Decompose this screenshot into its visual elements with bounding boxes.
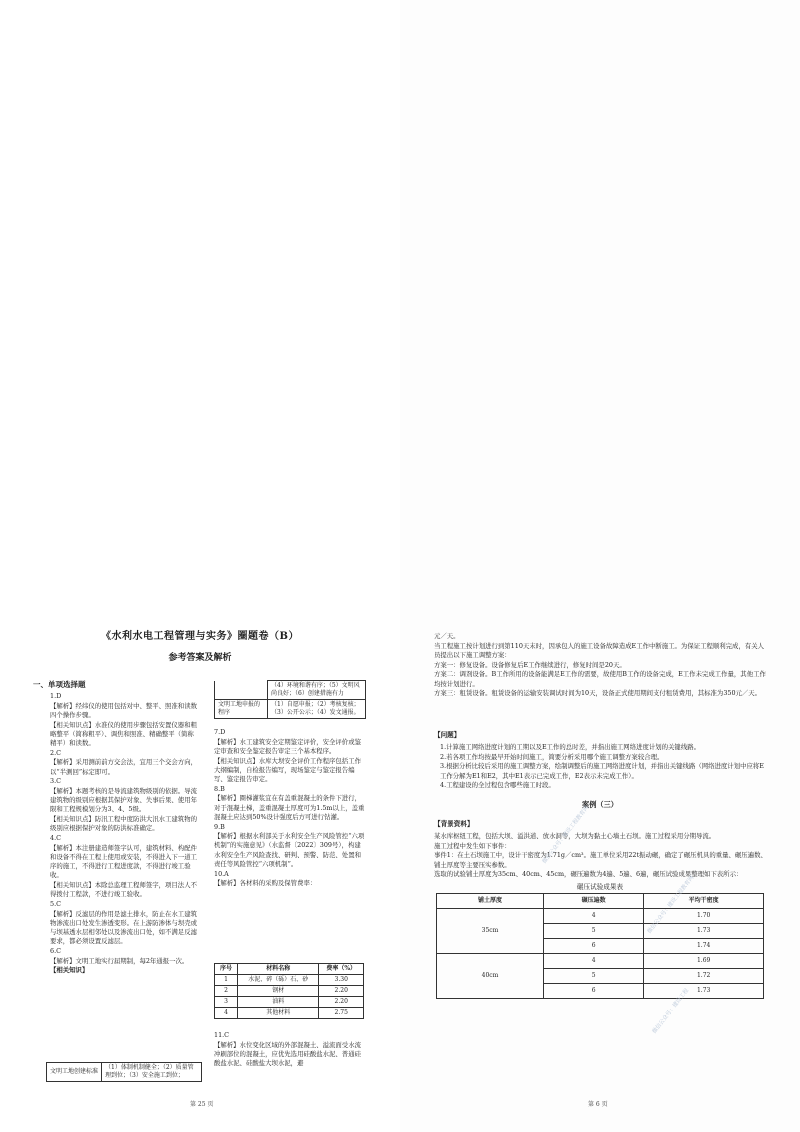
- page-number: 第 25 页: [190, 1101, 214, 1108]
- table-cell: 水泥、碎（砾）石、砂: [238, 975, 319, 986]
- civilized-site-table: [46, 1062, 202, 1082]
- paragraph: 1.D: [50, 692, 62, 700]
- paragraph: 【解析】反滤层的作用是滤土排水，防止在水工建筑物渗流出口处发生渗透变形。在上游防渗体与坝壳或与坝基透水层相邻处以及渗流出口处，如不满足反滤要求，都必须设置反滤层。: [50, 909, 197, 946]
- table-header: 费率（%）: [319, 964, 364, 975]
- table-cell: 1.74: [644, 939, 764, 954]
- table-cell: （1）体制机制健全；（2）质量管理到位；（3）安全施工到位；: [102, 1063, 202, 1082]
- table-cell: 2.75: [319, 1008, 364, 1019]
- questions-list: [440, 743, 766, 791]
- table-cell: 文明工地创建标准: [47, 1063, 102, 1082]
- paragraph: 1.计算施工网络进度计划的工期以及E工作的总时差，并指出施工网络进度计划的关键线路。: [440, 743, 700, 751]
- table-cell: （1）自愿申报；（2）考核复核；（3）公开公示；（4）发文通报。: [268, 700, 366, 719]
- civilized-site-table-continued: [214, 680, 366, 719]
- case-title: 案例（三）: [582, 800, 618, 809]
- paragraph: 10.A: [214, 869, 229, 878]
- table-row: [215, 997, 364, 1008]
- paragraph: 9.B: [214, 822, 225, 831]
- table-cell: 4: [544, 954, 644, 969]
- table-row: [215, 1008, 364, 1019]
- right-column: [214, 728, 366, 889]
- paragraph: 【解析】本注册建造师签字认可，建筑材料、构配件和设备不得在工程上使用或安装，不得进入下一道工序的施工，不得进行工程进度款，不得进行竣工验收。: [50, 843, 197, 880]
- table-cell: 1.69: [644, 954, 764, 969]
- table-header: 材料名称: [238, 964, 319, 975]
- paragraph: 施工过程中发生如下事件：: [434, 841, 511, 850]
- paragraph: 4.工程建设的全过程包含哪些施工时段。: [440, 781, 555, 790]
- paragraph: 【解析】文明工地实行届期制，每2年通报一次。: [50, 956, 189, 965]
- section-heading: 一、单项选择题: [33, 680, 86, 689]
- table-cell: 5: [544, 969, 644, 984]
- paragraph: 3.C: [50, 777, 61, 786]
- answer-subtitle: 参考答案及解析: [168, 653, 232, 663]
- paragraph: 【相关知识点】水准仪的使用步骤包括安置仪器和粗略整平（简称粗平）、调焦和照准、精确整平（简称精平）和读数。: [50, 720, 197, 748]
- paragraph: 【解析】经纬仪的使用包括对中、整平、照准和读数四个操作步骤。: [50, 701, 197, 719]
- table-cell: 钢材: [238, 986, 319, 997]
- table-row: [215, 986, 364, 997]
- paragraph: 【相关知识】: [50, 966, 89, 975]
- table-cell: 40cm: [437, 954, 544, 999]
- background-header: 【背景资料】: [434, 820, 474, 828]
- paragraph: 【解析】水位变化区域的外部混凝土、溢流面受水流冲刷部位的混凝土，应优先选用硅酸盐水泥、普通硅酸盐水泥、硅酸盐大坝水泥，避: [214, 1040, 361, 1068]
- paragraph: 事件1：在土石坝施工中，设计干密度为1.71g／cm³。施工单位采用22t振动碾，确定了碾压机具的重量、碾压遍数、铺土厚度等主要压实参数。: [434, 851, 767, 869]
- paragraph: 【相关知识点】防汛工程中度防洪大汛水工建筑物的级别应根据保护对象的防洪标准确定。: [50, 815, 197, 833]
- table-row: [437, 954, 764, 969]
- paragraph: 8.B: [214, 784, 225, 793]
- watermark: 微信公众号：建设工程: [651, 987, 691, 1035]
- table-cell: 文明工地申报的程序: [215, 700, 268, 719]
- table-cell: 4: [215, 1008, 238, 1019]
- watermark: 微信公众号：建设工程教育网: [646, 874, 696, 935]
- table-cell: 1.72: [644, 969, 764, 984]
- table-cell: 1.73: [644, 924, 764, 939]
- table-cell: 2: [215, 986, 238, 997]
- paragraph: 方案一：修复设备。设备修复后E工作继续进行，修复时间是20天。: [434, 660, 626, 669]
- paragraph: 当工程施工按计划进行到第110天末时，因承包人的施工设备故障造成E工作中断施工。为保证工程顺利完成，有关人员提出以下施工调整方案：: [434, 641, 765, 659]
- table-cell: 35cm: [437, 909, 544, 954]
- paragraph: 方案三：租赁设备。租赁设备的运输安装调试时间为10天，设备正式使用期间支付租赁费用，其标准为350元／天。: [434, 689, 762, 698]
- paragraph: 【解析】圈梯灌浆宜在有盖重混凝土的条件下进行，对于混凝土梯，盖重混凝土厚度可为1.5m以上，盖重混凝土应达到50%设计强度后方可进行钻灌。: [214, 794, 365, 821]
- paragraph: 7.D: [214, 728, 226, 736]
- table-row: [437, 909, 764, 924]
- paragraph: 【相关知识点】本除总监理工程师签字，项目法人不得拨付工程款，不进行竣工验收。: [50, 881, 197, 899]
- table-cell: 其他材料: [238, 1008, 319, 1019]
- paragraph: 【解析】水工建筑安全定期鉴定评价，安全评价或鉴定审查和安全鉴定报告审定三个基本程序。: [214, 737, 361, 755]
- table-cell: 1.73: [644, 984, 764, 999]
- table-cell: （4）环境和谐有序；（5）文明风尚良好；（6）创建措施有力: [268, 681, 366, 700]
- paragraph: 【解析】本题考核的是导流建筑物级别的依据。导流建筑物的级别应根据其保护对象、失事后果、使用年限和工程规模划分为3、4、5级。: [50, 787, 197, 814]
- paragraph: 【解析】采用测前前方交会法，宜用三个交会方向，以“半测回”标定即可。: [50, 758, 197, 776]
- table-cell: 2.20: [319, 986, 364, 997]
- table-cell: 1.70: [644, 909, 764, 924]
- table-header: 平均干密度: [644, 894, 764, 909]
- paragraph: 5.C: [50, 899, 61, 908]
- paragraph: 【解析】各材料的采购及保管费率：: [214, 879, 317, 888]
- paragraph: 2.若各项工作均按最早开始时间施工，简要分析采用哪个施工调整方案较合理。: [440, 752, 664, 761]
- table-cell: 1: [215, 975, 238, 986]
- table-header: 铺土厚度: [437, 894, 544, 909]
- table-cell: 6: [544, 984, 644, 999]
- answer-title: 《水利水电工程管理与实务》圈题卷（B）: [101, 631, 299, 642]
- table-cell: 油料: [238, 997, 319, 1008]
- table-cell: 3.30: [319, 975, 364, 986]
- table-row: [215, 975, 364, 986]
- material-rates-table: [214, 963, 364, 1019]
- left-column: [50, 692, 200, 976]
- paragraph: 4.C: [50, 834, 61, 843]
- paragraph: 选取的试验铺土厚度为35cm、40cm、45cm，碾压遍数为4遍、5遍、6遍，碾压试验成果整理如下表所示：: [434, 870, 743, 879]
- page-number: 第 6 页: [588, 1101, 608, 1108]
- watermark: 微信公众号：建设工程教育网: [541, 804, 591, 865]
- paragraph: 【相关知识点】水库大坝安全评价工作程序包括工作大纲编制，自检报告编写，现场鉴定与鉴定报告编写、鉴定报告审定。: [214, 756, 361, 784]
- paragraph: 【解析】根据水利部关于水利安全生产风险管控“六项机制”的实施意见》（水监督〔2022〕309号），构建水利安全生产风险查找、研判、预警、防范、处置和责任等风险管控“六项机制”。: [214, 832, 365, 868]
- table-header: 序号: [215, 964, 238, 975]
- paragraph: 11.C: [214, 1031, 230, 1039]
- compaction-results-table: [436, 893, 764, 999]
- paragraph: 2.C: [50, 748, 61, 757]
- paragraph: 方案二：调剂设备。B工作所用的设备能满足E工作的需要，故使用B工作的设备完成，E工作未完成工作量，其他工作均按计划进行。: [434, 670, 766, 688]
- right-page: [400, 0, 800, 1132]
- right-column-continued: [214, 1031, 366, 1069]
- background-text: [434, 832, 768, 880]
- table-cell: 3: [215, 997, 238, 1008]
- table-title: 碾压试验成果表: [576, 883, 624, 891]
- table-cell: 2.20: [319, 997, 364, 1008]
- paragraph: 3.根据分析比较后采用的施工调整方案，绘制调整后的施工网络进度计划，并指出关键线路（网络进度计划中应将E工作分解为E1和E2，其中E1表示已完成工作，E2表示未完成工作）。: [440, 762, 764, 780]
- paragraph: 某水库枢纽工程，包括大坝、溢洪道、放水洞等，大坝为黏土心墙土石坝。施工过程采用分期导流。: [434, 832, 716, 840]
- case-text: [434, 632, 768, 699]
- paragraph: 6.C: [50, 946, 61, 955]
- table-cell: 4: [544, 909, 644, 924]
- question-header: 【问题】: [434, 731, 461, 739]
- table-header: 碾压遍数: [544, 894, 644, 909]
- paragraph: 元／天。: [434, 632, 460, 640]
- table-cell: 6: [544, 939, 644, 954]
- table-cell: 5: [544, 924, 644, 939]
